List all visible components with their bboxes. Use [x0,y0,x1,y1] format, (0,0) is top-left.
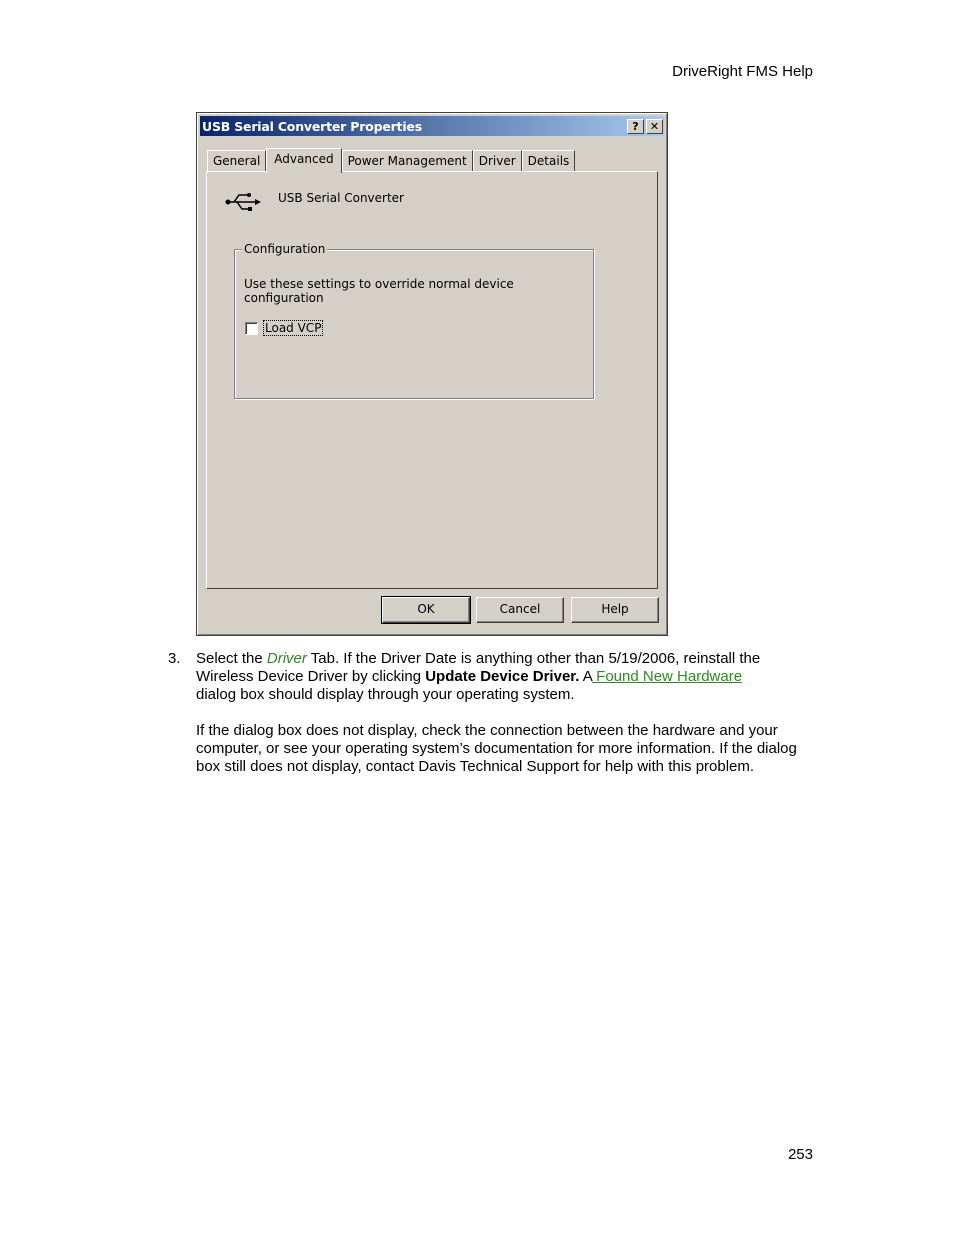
configuration-groupbox [234,242,594,399]
configuration-description: Use these settings to override normal device configuration [244,277,514,305]
step-part2: Tab. If the Driver Date is anything other than 5/19/2006, reinstall the Wireless Device Driver by clicking [196,650,761,685]
configuration-legend: Configuration [244,242,326,256]
update-driver-bold: Update Device Driver. [425,668,580,685]
found-new-hardware-link[interactable]: Found New Hardware [592,668,743,685]
cancel-button[interactable]: Cancel [476,597,564,623]
dialog-titlebar[interactable] [200,116,664,136]
load-vcp-label[interactable]: Load VCP [265,321,322,335]
help-button[interactable]: Help [571,597,659,623]
advanced-tab-panel [206,171,658,589]
tab-strip [207,148,575,172]
tab-general[interactable]: General [207,150,266,171]
dialog-title: USB Serial Converter Properties [202,118,422,134]
tab-power-management[interactable]: Power Management [342,150,473,171]
tab-driver[interactable]: Driver [473,150,522,171]
page-number: 253 [787,1146,813,1163]
tab-advanced[interactable]: Advanced [266,148,341,173]
step-part4: dialog box should display through your operating system. [196,686,575,703]
close-button[interactable]: ✕ [646,119,663,134]
device-name: USB Serial Converter [278,191,404,205]
page-header-title: DriveRight FMS Help [672,63,813,80]
troubleshooting-paragraph: If the dialog box does not display, check the connection between the hardware and your computer, or see your operating system’s documentation for more information. If the dialog box still does not display, contact Davis Technical Support for help with this problem. [196,722,797,775]
step-part3: A [579,668,592,685]
ok-button[interactable]: OK [382,597,470,623]
step-part1: Select the [196,650,267,667]
tab-details[interactable]: Details [522,150,576,171]
usb-icon [224,190,262,214]
step-text [196,650,808,704]
step-number: 3. [168,650,181,667]
help-question-button[interactable]: ? [627,119,644,134]
load-vcp-checkbox[interactable] [245,322,258,335]
properties-dialog [196,112,668,636]
driver-emphasis: Driver [266,650,307,667]
